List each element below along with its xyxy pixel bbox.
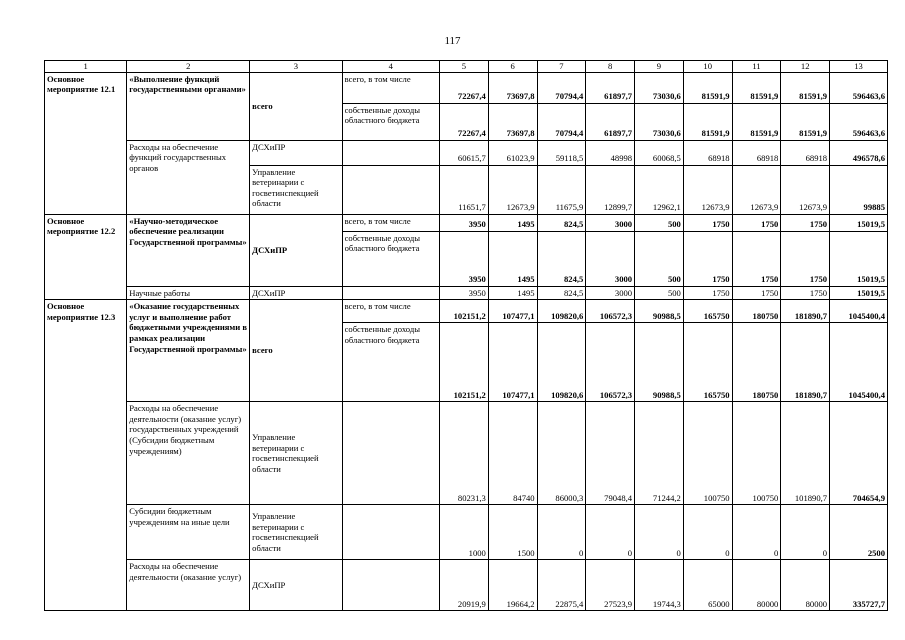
funding-source: всего, в том числе <box>342 300 440 323</box>
expense-row <box>45 505 888 560</box>
activity-title: «Выполнение функций государственными органами» <box>127 72 250 140</box>
expense-row <box>45 560 888 611</box>
value-cell: 68918 <box>781 140 830 165</box>
value-cell: 20919,9 <box>440 560 489 611</box>
value-cell: 19744,3 <box>635 560 684 611</box>
executor-cell: ДСХиПР <box>250 560 342 611</box>
value-cell: 1750 <box>781 231 830 286</box>
value-cell: 90988,5 <box>635 300 684 323</box>
value-cell: 180750 <box>732 323 781 402</box>
value-cell: 1750 <box>683 286 732 300</box>
value-cell: 100750 <box>683 402 732 505</box>
executor-cell: Управление ветеринарии с госветинспекцией области <box>250 505 342 560</box>
value-cell: 500 <box>635 214 684 231</box>
value-cell: 68918 <box>683 140 732 165</box>
value-cell: 99885 <box>830 165 888 214</box>
expense-row <box>45 140 888 165</box>
value-cell: 0 <box>683 505 732 560</box>
value-cell: 79048,4 <box>586 402 635 505</box>
value-cell: 596463,6 <box>830 103 888 140</box>
funding-source-empty <box>342 286 440 300</box>
value-cell: 1500 <box>488 505 537 560</box>
value-cell: 165750 <box>683 323 732 402</box>
column-number: 2 <box>127 61 250 73</box>
value-cell: 12673,9 <box>781 165 830 214</box>
value-cell: 73697,8 <box>488 72 537 103</box>
value-cell: 80231,3 <box>440 402 489 505</box>
value-cell: 70794,4 <box>537 72 586 103</box>
value-cell: 107477,1 <box>488 300 537 323</box>
expense-row <box>45 402 888 505</box>
value-cell: 101890,7 <box>781 402 830 505</box>
funding-source-empty <box>342 140 440 165</box>
executor-cell: ДСХиПР <box>250 214 342 286</box>
funding-source: собственные доходы областного бюджета <box>342 323 440 402</box>
value-cell: 1045400,4 <box>830 300 888 323</box>
value-cell: 1750 <box>683 214 732 231</box>
value-cell: 180750 <box>732 300 781 323</box>
budget-table <box>44 60 888 611</box>
value-cell: 11651,7 <box>440 165 489 214</box>
value-cell: 81591,9 <box>732 103 781 140</box>
value-cell: 27523,9 <box>586 560 635 611</box>
value-cell: 61023,9 <box>488 140 537 165</box>
executor-cell: всего <box>250 300 342 402</box>
value-cell: 0 <box>781 505 830 560</box>
value-cell: 3000 <box>586 214 635 231</box>
value-cell: 1750 <box>732 231 781 286</box>
funding-source-empty <box>342 560 440 611</box>
value-cell: 181890,7 <box>781 323 830 402</box>
value-cell: 0 <box>586 505 635 560</box>
executor-cell: Управление ветеринарии с госветинспекцией области <box>250 402 342 505</box>
value-cell: 12673,9 <box>488 165 537 214</box>
value-cell: 73030,6 <box>635 72 684 103</box>
value-cell: 102151,2 <box>440 300 489 323</box>
value-cell: 15019,5 <box>830 214 888 231</box>
value-cell: 71244,2 <box>635 402 684 505</box>
value-cell: 60068,5 <box>635 140 684 165</box>
value-cell: 824,5 <box>537 286 586 300</box>
page-number: 117 <box>444 35 461 47</box>
value-cell: 824,5 <box>537 231 586 286</box>
column-number: 11 <box>732 61 781 73</box>
value-cell: 12962,1 <box>635 165 684 214</box>
value-cell: 80000 <box>732 560 781 611</box>
funding-source: собственные доходы областного бюджета <box>342 103 440 140</box>
value-cell: 1495 <box>488 286 537 300</box>
executor-cell: ДСХиПР <box>250 140 342 165</box>
column-number: 12 <box>781 61 830 73</box>
value-cell: 3950 <box>440 214 489 231</box>
value-cell: 72267,4 <box>440 72 489 103</box>
value-cell: 61897,7 <box>586 72 635 103</box>
value-cell: 1495 <box>488 214 537 231</box>
value-cell: 59118,5 <box>537 140 586 165</box>
activity-title: «Оказание государственных услуг и выполнение работ бюджетными учреждениями в рамках реализации Государственной программы» <box>127 300 250 402</box>
column-number: 13 <box>830 61 888 73</box>
value-cell: 3000 <box>586 286 635 300</box>
value-cell: 3950 <box>440 231 489 286</box>
value-cell: 84740 <box>488 402 537 505</box>
column-number: 6 <box>488 61 537 73</box>
column-number-row <box>45 61 888 73</box>
column-number: 5 <box>440 61 489 73</box>
column-number: 9 <box>635 61 684 73</box>
expense-name: Расходы на обеспечение функций государственных органов <box>127 140 250 214</box>
activity-name: Основное мероприятие 12.3 <box>45 300 127 611</box>
expense-row <box>45 286 888 300</box>
value-cell: 2500 <box>830 505 888 560</box>
value-cell: 48998 <box>586 140 635 165</box>
value-cell: 60615,7 <box>440 140 489 165</box>
section-row <box>45 300 888 323</box>
value-cell: 0 <box>732 505 781 560</box>
value-cell: 73030,6 <box>635 103 684 140</box>
value-cell: 335727,7 <box>830 560 888 611</box>
value-cell: 15019,5 <box>830 231 888 286</box>
funding-source-empty <box>342 165 440 214</box>
funding-source: собственные доходы областного бюджета <box>342 231 440 286</box>
value-cell: 596463,6 <box>830 72 888 103</box>
executor-cell: ДСХиПР <box>250 286 342 300</box>
value-cell: 12673,9 <box>683 165 732 214</box>
value-cell: 11675,9 <box>537 165 586 214</box>
value-cell: 0 <box>635 505 684 560</box>
value-cell: 3950 <box>440 286 489 300</box>
value-cell: 100750 <box>732 402 781 505</box>
value-cell: 181890,7 <box>781 300 830 323</box>
expense-name: Субсидии бюджетным учреждениям на иные цели <box>127 505 250 560</box>
column-number: 1 <box>45 61 127 73</box>
value-cell: 22875,4 <box>537 560 586 611</box>
value-cell: 1750 <box>683 231 732 286</box>
column-number: 4 <box>342 61 440 73</box>
section-row <box>45 214 888 231</box>
expense-name: Научные работы <box>127 286 250 300</box>
column-number: 8 <box>586 61 635 73</box>
value-cell: 1495 <box>488 231 537 286</box>
value-cell: 500 <box>635 286 684 300</box>
value-cell: 19664,2 <box>488 560 537 611</box>
funding-source: всего, в том числе <box>342 214 440 231</box>
executor-cell: всего <box>250 72 342 140</box>
value-cell: 81591,9 <box>732 72 781 103</box>
value-cell: 109820,6 <box>537 300 586 323</box>
value-cell: 106572,3 <box>586 323 635 402</box>
value-cell: 1750 <box>732 286 781 300</box>
value-cell: 824,5 <box>537 214 586 231</box>
activity-title: «Научно-методическое обеспечение реализации Государственной программы» <box>127 214 250 286</box>
value-cell: 12673,9 <box>732 165 781 214</box>
funding-source-empty <box>342 402 440 505</box>
value-cell: 1750 <box>732 214 781 231</box>
value-cell: 704654,9 <box>830 402 888 505</box>
value-cell: 73697,8 <box>488 103 537 140</box>
executor-cell: Управление ветеринарии с госветинспекцией области <box>250 165 342 214</box>
value-cell: 72267,4 <box>440 103 489 140</box>
value-cell: 1750 <box>781 214 830 231</box>
section-row <box>45 72 888 103</box>
value-cell: 109820,6 <box>537 323 586 402</box>
column-number: 7 <box>537 61 586 73</box>
activity-name: Основное мероприятие 12.2 <box>45 214 127 300</box>
value-cell: 1750 <box>781 286 830 300</box>
value-cell: 500 <box>635 231 684 286</box>
value-cell: 70794,4 <box>537 103 586 140</box>
value-cell: 61897,7 <box>586 103 635 140</box>
value-cell: 12899,7 <box>586 165 635 214</box>
value-cell: 81591,9 <box>781 72 830 103</box>
value-cell: 3000 <box>586 231 635 286</box>
value-cell: 107477,1 <box>488 323 537 402</box>
funding-source: всего, в том числе <box>342 72 440 103</box>
value-cell: 90988,5 <box>635 323 684 402</box>
value-cell: 165750 <box>683 300 732 323</box>
value-cell: 106572,3 <box>586 300 635 323</box>
value-cell: 65000 <box>683 560 732 611</box>
value-cell: 68918 <box>732 140 781 165</box>
value-cell: 81591,9 <box>683 103 732 140</box>
column-number: 3 <box>250 61 342 73</box>
expense-name: Расходы на обеспечение деятельности (оказание услуг) <box>127 560 250 611</box>
value-cell: 0 <box>537 505 586 560</box>
value-cell: 496578,6 <box>830 140 888 165</box>
value-cell: 81591,9 <box>683 72 732 103</box>
funding-source-empty <box>342 505 440 560</box>
value-cell: 15019,5 <box>830 286 888 300</box>
activity-name: Основное мероприятие 12.1 <box>45 72 127 214</box>
expense-name: Расходы на обеспечение деятельности (оказание услуг) государственных учреждений (Субсидии бюджетным учреждениям) <box>127 402 250 505</box>
value-cell: 80000 <box>781 560 830 611</box>
value-cell: 102151,2 <box>440 323 489 402</box>
value-cell: 86000,3 <box>537 402 586 505</box>
column-number: 10 <box>683 61 732 73</box>
value-cell: 1000 <box>440 505 489 560</box>
value-cell: 1045400,4 <box>830 323 888 402</box>
value-cell: 81591,9 <box>781 103 830 140</box>
